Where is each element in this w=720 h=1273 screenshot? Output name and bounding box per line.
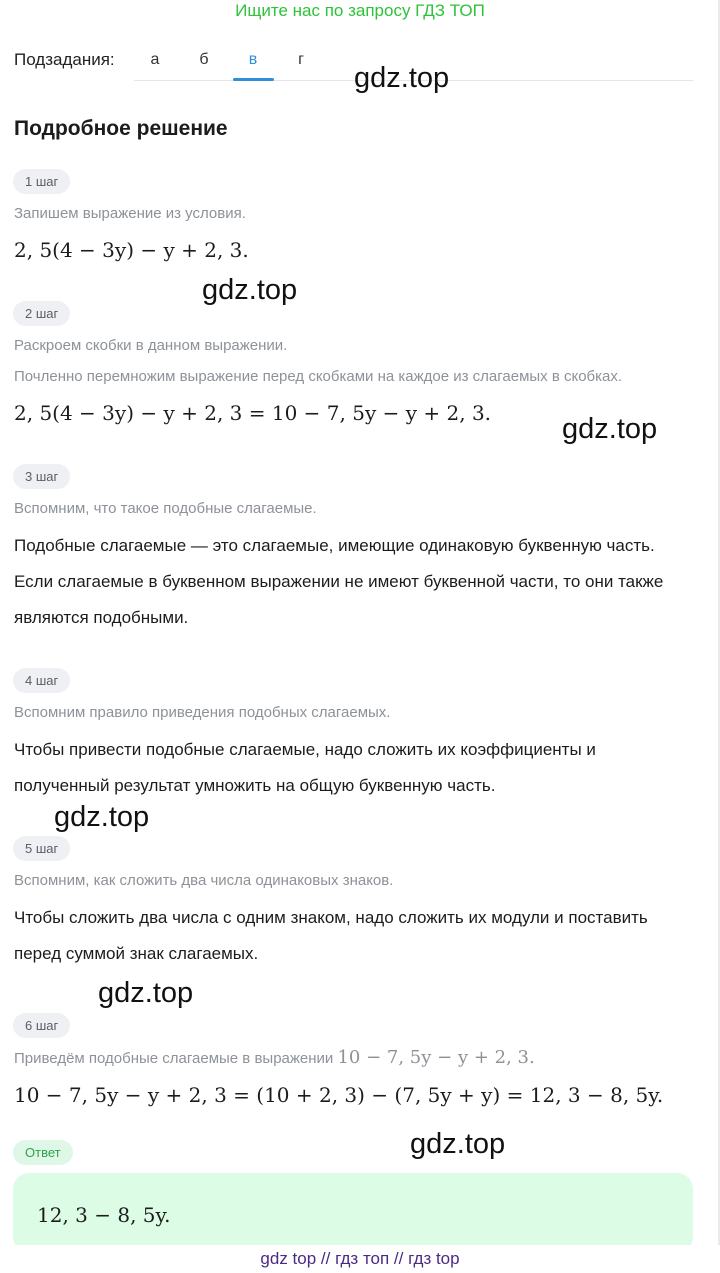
footer-links: gdz top // гдз топ // гдз top bbox=[0, 1245, 720, 1273]
watermark: gdz.top bbox=[354, 62, 450, 94]
answer-formula: 12, 3 − 8, 5y. bbox=[37, 1203, 171, 1227]
step-3-hint: Вспомним, что такое подобные слагаемые. bbox=[14, 500, 317, 517]
step-2-formula: 2, 5(4 − 3y) − y + 2, 3 = 10 − 7, 5y − y + 2, 3. bbox=[14, 401, 492, 425]
answer-box bbox=[13, 1173, 693, 1253]
step-4-badge: 4 шаг bbox=[13, 668, 70, 693]
step-1-badge: 1 шаг bbox=[13, 169, 70, 194]
step-4-hint: Вспомним правило приведения подобных слагаемых. bbox=[14, 704, 391, 721]
watermark: gdz.top bbox=[54, 801, 150, 833]
step-3-text: Подобные слагаемые — это слагаемые, имеющие одинаковую буквенную часть. Если слагаемые в буквенном выражении не имеют буквенной части, то они также являются подобными. bbox=[14, 536, 664, 627]
tab-subtask-b[interactable]: б bbox=[199, 51, 209, 68]
subtasks-label: Подзадания: bbox=[14, 50, 115, 69]
step-6-hint-formula: 10 − 7, 5y − y + 2, 3. bbox=[337, 1047, 535, 1068]
step-1-hint: Запишем выражение из условия. bbox=[14, 205, 246, 222]
step-6-badge: 6 шаг bbox=[13, 1013, 70, 1038]
step-3-badge: 3 шаг bbox=[13, 464, 70, 489]
step-2-hint-2: Почленно перемножим выражение перед скобками на каждое из слагаемых в скобках. bbox=[14, 368, 623, 385]
step-5-text: Чтобы сложить два числа с одним знаком, надо сложить их модули и поставить перед суммой знак слагаемых. bbox=[14, 908, 648, 963]
answer-badge: Ответ bbox=[13, 1140, 73, 1165]
tab-subtask-g[interactable]: г bbox=[298, 51, 304, 68]
tab-subtask-v[interactable]: в bbox=[248, 51, 258, 68]
step-6-formula: 10 − 7, 5y − y + 2, 3 = (10 + 2, 3) − (7, 5y + y) = 12, 3 − 8, 5y. bbox=[14, 1083, 664, 1107]
step-2-badge: 2 шаг bbox=[13, 301, 70, 326]
step-6-hint: Приведём подобные слагаемые в выражении bbox=[14, 1050, 334, 1067]
watermark: gdz.top bbox=[562, 413, 658, 445]
step-4-text: Чтобы привести подобные слагаемые, надо сложить их коэффициенты и полученный результат умножить на общую буквенную часть. bbox=[14, 740, 596, 795]
step-5-badge: 5 шаг bbox=[13, 836, 70, 861]
active-tab-indicator bbox=[233, 78, 274, 81]
tab-subtask-a[interactable]: а bbox=[150, 51, 160, 68]
watermark: gdz.top bbox=[202, 274, 298, 306]
watermark: gdz.top bbox=[98, 977, 194, 1009]
step-1-formula: 2, 5(4 − 3y) − y + 2, 3. bbox=[14, 238, 249, 262]
search-banner: Ищите нас по запросу ГДЗ ТОП bbox=[235, 1, 485, 20]
watermark: gdz.top bbox=[410, 1128, 506, 1160]
page-title: Подробное решение bbox=[14, 117, 228, 140]
step-5-hint: Вспомним, как сложить два числа одинаковых знаков. bbox=[14, 872, 394, 889]
step-6-hint-row bbox=[14, 1047, 535, 1068]
step-2-hint: Раскроем скобки в данном выражении. bbox=[14, 337, 288, 354]
